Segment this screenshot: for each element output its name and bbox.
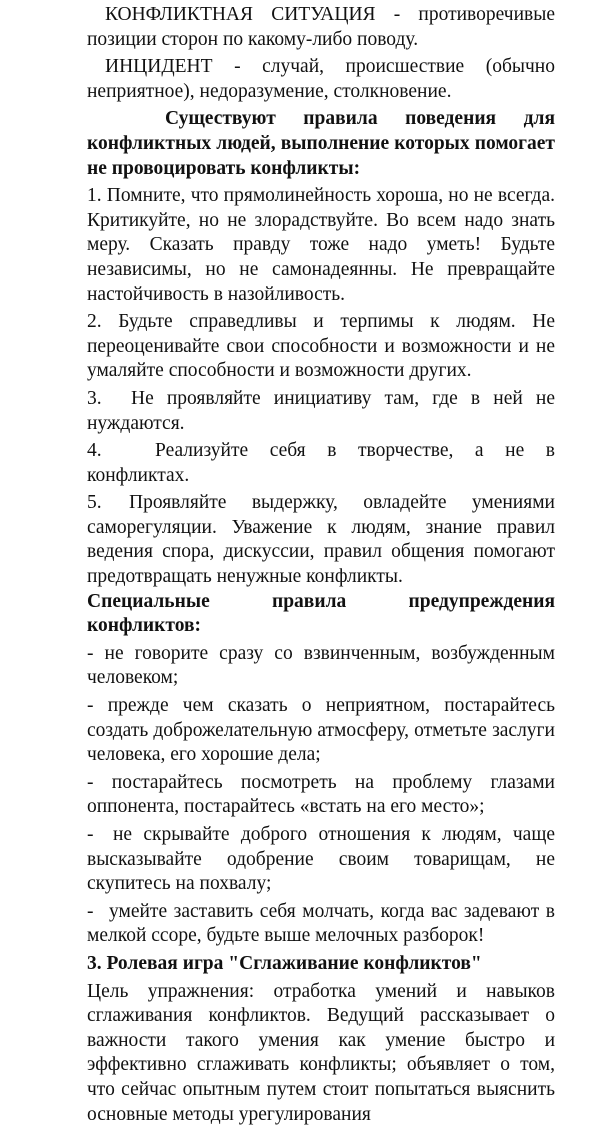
special-rule-3: - постарайтесь посмотреть на проблему глазами оппонента, постарайтесь «встать на его место»; (87, 771, 555, 818)
rule-item-1 (87, 184, 555, 307)
definition-text: - случай, происшествие (обычно неприятное), недоразумение, столкновение. (87, 56, 555, 102)
special-rule-5 (87, 900, 555, 949)
rule-item-3 (87, 387, 555, 436)
special-rule-text: умейте заставить себя молчать, когда вас задевают в мелкой ссоре, будьте выше мелочных разборок! (87, 900, 555, 947)
rule-item-5 (87, 491, 555, 589)
rule-number: 3. (87, 387, 102, 409)
rule-text: Проявляйте выдержку, овладейте умениями саморегуляции. Уважение к людям, знание правил ведения спора, дискуссии, правил общения помогают предотвращать ненужные конфликты. (87, 492, 555, 588)
rule-text: Реализуйте себя в творчестве, а не в конфликтах. (87, 440, 555, 486)
list-dash: - (87, 900, 94, 922)
rule-text: Будьте справедливы и терпимы к людям. Не переоценивайте свои способности и возможности и не умаляйте способности и возможности других. (87, 311, 555, 382)
special-rules-heading: Специальные правила предупреждения конфликтов: (87, 590, 555, 637)
special-rule-4 (87, 823, 555, 897)
definition-conflict-situation (87, 3, 555, 52)
rules-heading: Существуют правила поведения для конфликтных людей, выполнение которых помогает не провоцировать конфликты: (87, 108, 555, 179)
rule-number: 4. (87, 440, 102, 462)
rule-text: Не проявляйте инициативу там, где в ней не нуждаются. (87, 387, 555, 434)
term-conflict-situation: КОНФЛИКТНАЯ СИТУАЦИЯ (105, 4, 376, 25)
rule-text: Помните, что прямолинейность хороша, но не всегда. Критикуйте, но не злорадствуйте. Во всем надо знать меру. Сказать правду тоже надо уметь! Будьте независимы, но не самонадеянны. Не превращайте настойчивость в назойливость. (87, 185, 555, 305)
list-dash: - (87, 824, 94, 845)
definition-text: - противоречивые позиции сторон по какому-либо поводу. (87, 4, 555, 50)
rule-number: 1. (87, 185, 102, 207)
rule-item-2 (87, 310, 555, 384)
special-rule-2: - прежде чем сказать о неприятном, постарайтесь создать доброжелательную атмосферу, отметьте заслуги человека, его хорошие дела; (87, 695, 555, 766)
term-incident: ИНЦИДЕНТ (105, 56, 213, 78)
rule-item-4 (87, 439, 555, 488)
role-game-text: Цель упражнения: отработка умений и навыков сглаживания конфликтов. Ведущий рассказывает о важности такого умения как умение быстро и эффективно сглаживать конфликты; объявляет о том, что сейчас опытным путем стоит попытаться выяснить основные методы урегулирования (87, 980, 555, 1125)
definition-incident (87, 55, 555, 104)
document-body (87, 3, 555, 1127)
special-rule-text: не скрывайте доброго отношения к людям, чаще высказывайте одобрение своим товарищам, не скупитесь на похвалу; (87, 824, 555, 895)
role-game-heading: 3. Ролевая игра "Сглаживание конфликтов" (87, 952, 482, 974)
rule-number: 2. (87, 311, 102, 333)
special-rule-1: - не говорите сразу со взвинченным, возбужденным человеком; (87, 642, 555, 689)
rule-number: 5. (87, 492, 102, 514)
